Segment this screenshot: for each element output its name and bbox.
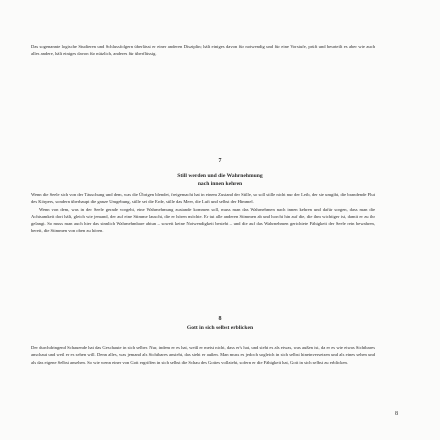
section-number: 8 [218,316,222,322]
section-body [31,191,375,235]
page-number: 8 [395,411,398,417]
intro-block [31,43,375,58]
body-paragraph: Wenn von dem, was in der Seele gerade vorgeht, eine Wahrnehmung zustande kommen soll, muss man das Wahrnehmen nach innen kehren und dafür sorgen, dass man die Achtsamkeit dort hält, gleich wie jemand, der auf eine Stimme lauscht, die er hören möchte. Er tut alle anderen Stimmen ab und horcht hin auf die, die ihm wichtiger ist, damit er zu ihr gelangt. So muss man auch hier das sinnlich Wahrnehmbare abtun – soweit keine Notwendigkeit besteht – und die auf das Wahrnehmen gerichtete Fähigkeit der Seele rein bewahren, bereit, die Stimmen von oben zu hören. [31,206,375,234]
section-body [31,344,375,366]
section-title-line: Still werden und die Wahrnehmung [177,173,263,179]
section-title-line: nach innen kehren [197,181,243,187]
section-title: Gott in sich selbst erblicken [186,325,254,331]
body-paragraph: Der durchdringend Schauende hat das Geschaute in sich selber. Nur, indem er es hat, weiß er meist nicht, dass er's hat, und sieht es als etwas, was außen ist, da er es wie etwas Sichtbares anschaut und weil er es sehen will. Denn alles, was jemand als Sichtbares ansieht, das sieht er außen. Man muss es jedoch sogleich in sich selbst hineinversetzen und als eines sehen und als das eigene Selbst ansehen. So wie wenn einer von Gott ergriffen in sich selbst die Schau des Gottes vollzieht, sofern er die Fähigkeit hat, Gott in sich selbst zu erblicken. [31,345,375,365]
section-number: 7 [218,158,222,164]
section-title [0,172,440,188]
intro-paragraph: Das sogenannte logische Studieren und Schlussfolgern überlässt er einer anderen Disziplin; hält einiges davon für notwendig und für eine Vorstufe, prüft und beurteilt es aber wie auch alles andere, hält einiges davon für nützlich, anderes für überflüssig. [31,44,375,57]
body-paragraph: Wenn die Seele sich von der Täuschung und dem, was die Übrigen blendet, freigemacht hat in einem Zustand der Stille, so soll stille nicht nur der Leib, der sie umgibt, die brandende Flut des Körpers, sondern überhaupt die ganze Umgebung, stille sei die Erde, stille das Meer, die Luft und selbst der Himmel. [31,192,375,205]
